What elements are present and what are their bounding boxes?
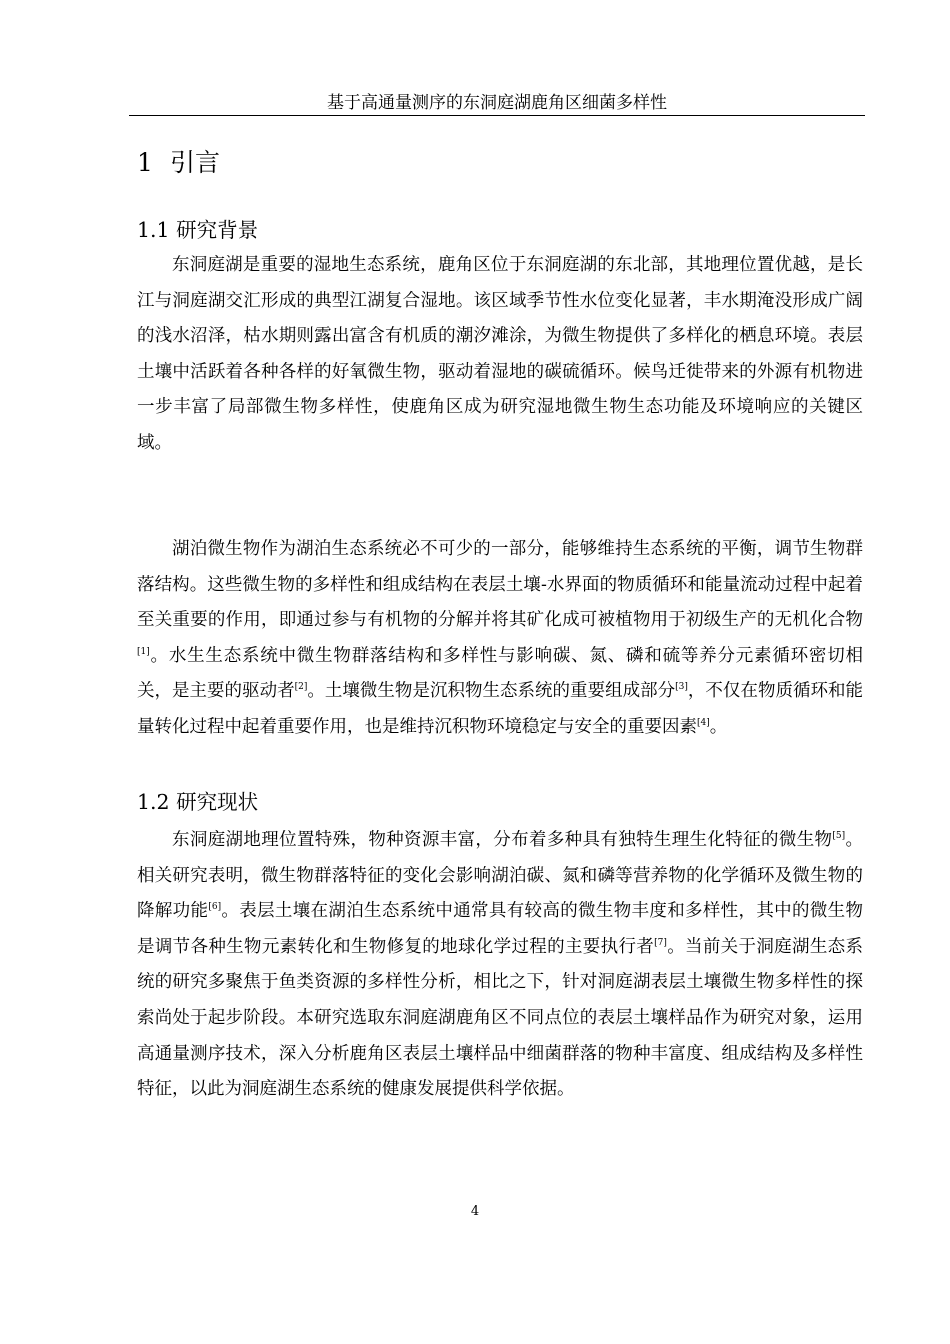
chapter-title: 引言 (170, 148, 221, 177)
citation-ref: [1] (137, 646, 150, 657)
paragraph-text: 。土壤微生物是沉积物生态系统的重要组成部分 (307, 681, 676, 702)
citation-ref: [5] (832, 831, 846, 841)
paragraph-status-1 (137, 823, 863, 1108)
paragraph-text: 东洞庭湖是重要的湿地生态系统，鹿角区位于东洞庭湖的东北部，其地理位置优越，是长江与洞庭湖交汇形成的典型江湖复合湿地。该区域季节性水位变化显著，丰水期淹没形成广阔的浅水沼泽，枯水期则露出富含有机质的潮汐滩涂，为微生物提供了多样化的栖息环境。表层土壤中活跃着各种各样的好氧微生物，驱动着湿地的碳硫循环。候鸟迁徙带来的外源有机物进一步丰富了局部微生物多样性，使鹿角区成为研究湿地微生物生态功能及环境响应的关键区域。 (137, 255, 863, 453)
paragraph-text: 。水生生态系统中微生物群落结构和多样性与影响碳、氮、磷和硫等养分元素循环密切相关，是主要的驱动者 (137, 645, 863, 702)
citation-ref: [4] (697, 717, 710, 728)
header-rule (129, 115, 865, 116)
paragraph-text: 东洞庭湖地理位置特殊，物种资源丰富，分布着多种具有独特生理生化特征的微生物 (172, 830, 833, 850)
paragraph-text: 。当前关于洞庭湖生态系统的研究多聚焦于鱼类资源的多样性分析，相比之下，针对洞庭湖表层土壤微生物多样性的探索尚处于起步阶段。本研究选取东洞庭湖鹿角区不同点位的表层土壤样品作为研究对象，运用高通量测序技术，深入分析鹿角区表层土壤样品中细菌群落的物种丰富度、组成结构及多样性特征，以此为洞庭湖生态系统的健康发展提供科学依据。 (137, 936, 864, 1100)
section-heading-background: 1.1 研究背景 (137, 218, 259, 242)
citation-ref: [3] (675, 682, 688, 693)
citation-ref: [7] (654, 937, 667, 948)
section-heading-status: 1.2 研究现状 (137, 790, 259, 814)
paragraph-background-2 (137, 532, 863, 746)
paragraph-text: 湖泊微生物作为湖泊生态系统必不可少的一部分，能够维持生态系统的平衡，调节生物群落结构。这些微生物的多样性和组成结构在表层土壤-水界面的物质循环和能量流动过程中起着至关重要的作用，即通过参与有机物的分解并将其矿化成可被植物用于初级生产的无机化合物 (137, 539, 863, 631)
paragraph-text: 。相关研究表明，微生物群落特征的变化会影响湖泊碳、氮和磷等营养物的化学循环及微生物的降解功能 (137, 830, 864, 922)
paragraph-text: 。表层土壤在湖泊生态系统中通常具有较高的微生物丰度和多样性，其中的微生物是调节各种生物元素转化和生物修复的地球化学过程的主要执行者 (137, 901, 864, 957)
paragraph-text: 。 (709, 716, 728, 737)
paragraph-text: ，不仅在物质循环和能量转化过程中起着重要作用，也是维持沉积物环境稳定与安全的重要因素 (137, 681, 864, 737)
page-number: 4 (470, 1204, 480, 1219)
running-header-title: 基于高通量测序的东洞庭湖鹿角区细菌多样性 (327, 93, 667, 113)
chapter-heading (137, 147, 220, 179)
citation-ref: [2] (294, 682, 308, 693)
citation-ref: [6] (208, 902, 222, 913)
chapter-number: 1 (137, 148, 153, 177)
paragraph-background-1 (137, 248, 863, 462)
